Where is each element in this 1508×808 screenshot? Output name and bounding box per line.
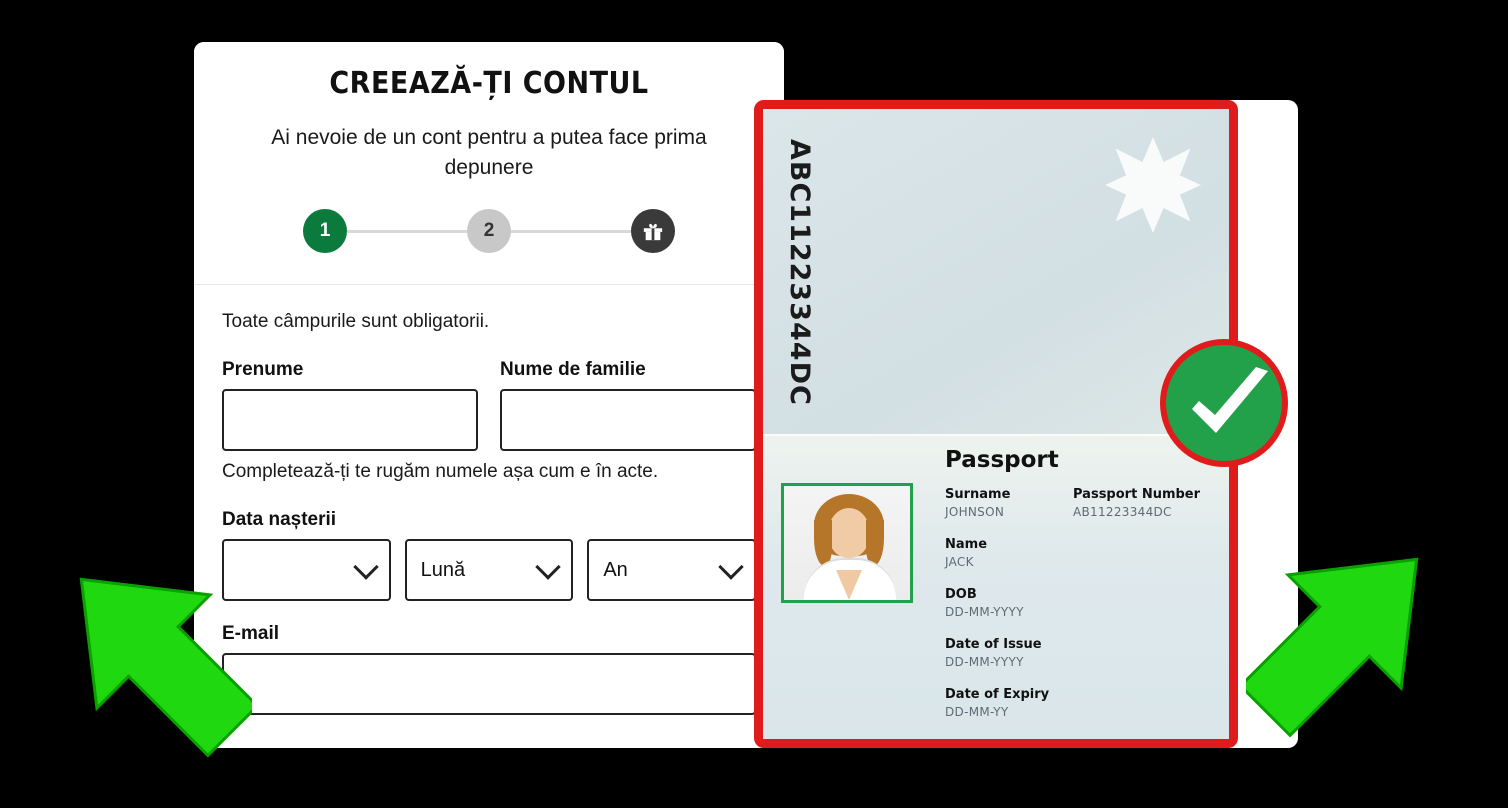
stepper-line-2	[511, 230, 631, 233]
chevron-down-icon	[718, 554, 743, 579]
gift-icon[interactable]	[631, 209, 675, 253]
photo-hair-left	[814, 520, 832, 566]
registration-subtitle: Ai nevoie de un cont pentru a putea face prima depunere	[271, 126, 707, 179]
checkmark-icon	[1160, 339, 1288, 467]
dob-field	[222, 509, 756, 601]
page-title: CREEAZĂ-ȚI CONTUL	[329, 66, 649, 101]
field-key: Name	[945, 537, 988, 552]
stepper-line-1	[347, 230, 467, 233]
step-1[interactable]: 1	[303, 209, 347, 253]
first-name-field	[222, 359, 478, 451]
field-key: Date of Expiry	[945, 687, 1050, 702]
dob-selects	[222, 539, 756, 601]
passport-fields-left	[945, 487, 1065, 737]
email-label: E-mail	[222, 623, 280, 644]
last-name-label: Nume de familie	[500, 359, 646, 380]
passport-fold-line	[763, 434, 1229, 436]
chevron-down-icon	[353, 554, 378, 579]
email-input[interactable]	[222, 653, 756, 715]
first-name-label: Prenume	[222, 359, 304, 380]
passport-star-emblem-icon	[1105, 137, 1201, 233]
field-value: DD-MM-YYYY	[945, 655, 1024, 669]
field-key: Passport Number	[1073, 487, 1201, 502]
first-name-input[interactable]	[222, 389, 478, 451]
last-name-input[interactable]	[500, 389, 756, 451]
passport-field-name	[945, 537, 1065, 569]
chevron-down-icon	[536, 554, 561, 579]
field-key: Date of Issue	[945, 637, 1042, 652]
arrow-pointing-up-right	[62, 540, 252, 770]
registration-header	[194, 42, 784, 285]
registration-card	[194, 42, 784, 748]
email-field	[222, 623, 756, 715]
passport-heading: Passport	[945, 447, 1059, 473]
dob-month-value: Lună	[420, 558, 466, 581]
passport-fields-right	[1073, 487, 1233, 537]
dob-year-value: An	[603, 558, 628, 581]
field-key: DOB	[945, 587, 977, 602]
passport-field-date-of-expiry	[945, 687, 1065, 719]
passport-field-dob	[945, 587, 1065, 619]
passport-field-date-of-issue	[945, 637, 1065, 669]
passport-page	[763, 109, 1229, 739]
field-value: JOHNSON	[945, 505, 1005, 519]
field-value: DD-MM-YYYY	[945, 605, 1024, 619]
name-hint: Completează-ți te rugăm numele așa cum e în acte.	[222, 461, 659, 482]
field-value: JACK	[945, 555, 974, 569]
required-fields-note: Toate câmpurile sunt obligatorii.	[222, 311, 490, 332]
passport-field-passport-number	[1073, 487, 1233, 519]
passport-serial-number: ABC11223344DC	[784, 139, 815, 406]
step-2[interactable]: 2	[467, 209, 511, 253]
field-value: AB11223344DC	[1073, 505, 1172, 519]
dob-label: Data nașterii	[222, 509, 337, 530]
last-name-field	[500, 359, 756, 451]
field-key: Surname	[945, 487, 1011, 502]
name-row	[222, 359, 756, 451]
stepper	[218, 209, 760, 253]
registration-form	[194, 285, 784, 715]
dob-month-select[interactable]	[405, 539, 574, 601]
passport-field-surname	[945, 487, 1065, 519]
field-value: DD-MM-YY	[945, 705, 1009, 719]
dob-year-select[interactable]	[587, 539, 756, 601]
arrow-pointing-up-left	[1246, 520, 1436, 750]
passport-fields	[945, 487, 1215, 729]
passport-photo	[781, 483, 913, 603]
photo-face	[828, 508, 870, 558]
